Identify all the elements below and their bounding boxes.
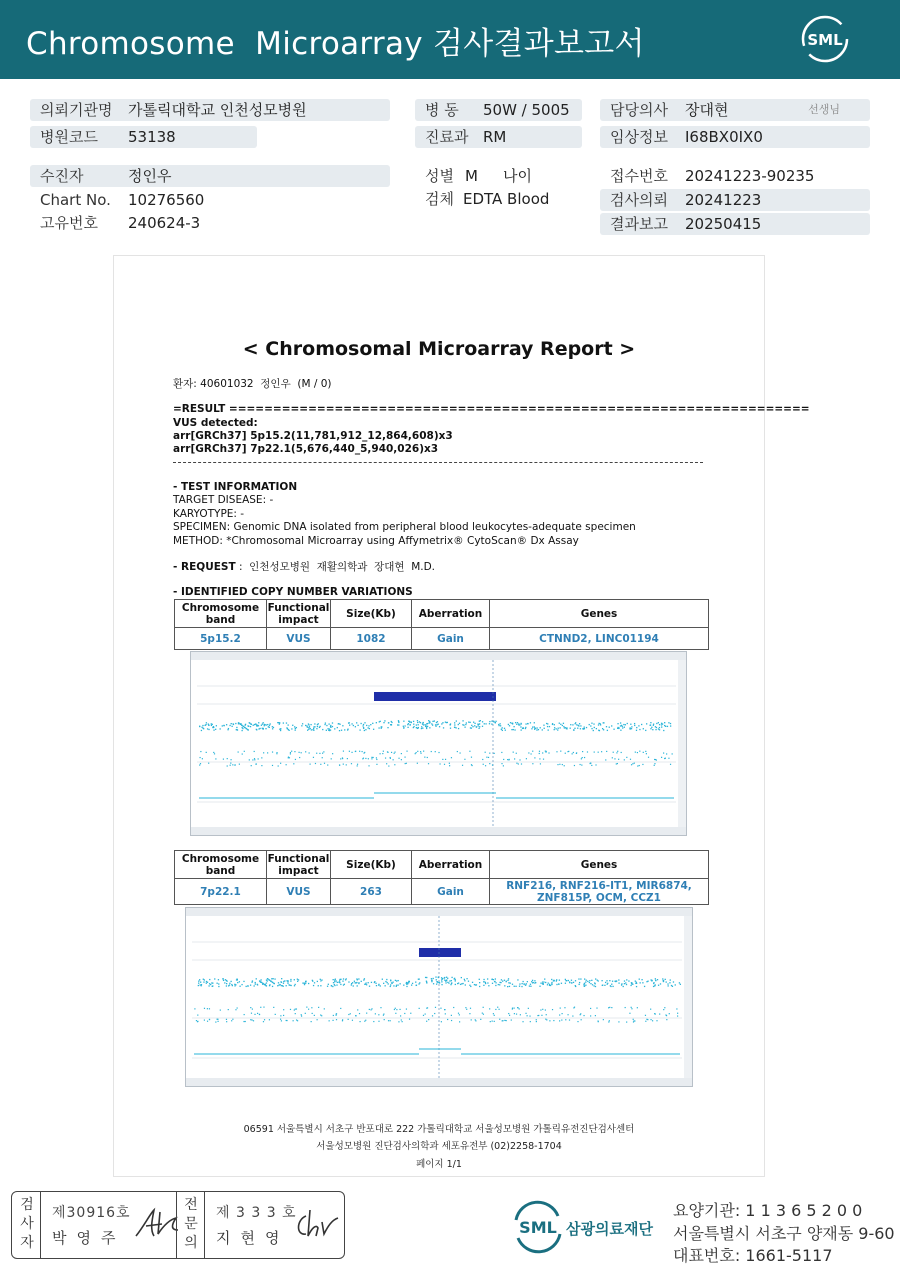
- request-date-field: [600, 189, 870, 211]
- specimen-field: [415, 188, 582, 210]
- result-date-label: 결과보고: [610, 215, 668, 233]
- department-value: RM: [483, 128, 507, 146]
- doctor-value: 장대현: [685, 101, 729, 119]
- divider: [40, 1192, 41, 1258]
- signature-box: [11, 1191, 345, 1259]
- request-date-label: 검사의뢰: [610, 191, 668, 209]
- examiner-name: 박영주: [52, 1229, 126, 1247]
- page-number: 페이지 1/1: [416, 1159, 462, 1170]
- doctor-field: [600, 99, 870, 121]
- specimen-value: EDTA Blood: [463, 190, 550, 208]
- sex-value: M: [465, 167, 478, 185]
- examiner-label: [18, 1196, 36, 1253]
- clinical-label: 임상정보: [610, 128, 668, 146]
- result-date-field: [600, 213, 870, 235]
- target-disease: TARGET DISEASE: -: [173, 494, 274, 506]
- arr-line-2: arr[GRCh37] 7p22.1(5,676,440_5,940,026)x3: [173, 443, 439, 455]
- request-label: - REQUEST: [173, 561, 236, 573]
- cnv1-size: 1082: [331, 628, 412, 650]
- col-impact: Functional impact: [267, 601, 330, 626]
- ward-field: [415, 99, 582, 121]
- chart-label: Chart No.: [40, 191, 111, 209]
- doctor-suffix: 선생님: [808, 103, 840, 116]
- age-label: 나이: [503, 167, 532, 185]
- sex-label: 성별: [425, 167, 454, 185]
- clinical-field: [600, 126, 870, 148]
- request-value: : 인천성모병원 재활의학과 장대현 M.D.: [235, 561, 436, 573]
- cnv2-impact: VUS: [267, 879, 331, 905]
- hospital-code-value: 53138: [128, 128, 176, 146]
- divider: [176, 1192, 177, 1258]
- col-genes: Genes: [490, 600, 709, 628]
- cnv2-band: 7p22.1: [175, 879, 267, 905]
- agency-code: 요양기관: 1 1 3 6 5 2 0 0: [673, 1201, 863, 1220]
- divider: [204, 1192, 205, 1258]
- vus-detected: VUS detected:: [173, 417, 258, 429]
- cnv1-aberration: Gain: [412, 628, 490, 650]
- method-line: METHOD: *Chromosomal Microarray using Affymetrix® CytoScan® Dx Assay: [173, 535, 579, 547]
- col-size: Size(Kb): [331, 600, 412, 628]
- test-info-header: - TEST INFORMATION: [173, 481, 298, 493]
- institution-label: 의뢰기관명: [40, 101, 113, 119]
- result-date-value: 20250415: [685, 215, 762, 233]
- col-aberration: Aberration: [412, 851, 490, 879]
- specialist-label-text: 전문의: [184, 1197, 198, 1251]
- brand-phone: 대표번호: 1661-5117: [673, 1246, 833, 1265]
- specialist-name: 지현영: [216, 1229, 290, 1247]
- receipt-field: [600, 165, 870, 187]
- karyotype: KARYOTYPE: -: [173, 508, 245, 520]
- department-label: 진료과: [425, 128, 469, 146]
- col-genes: Genes: [490, 851, 709, 879]
- report-header: [0, 0, 900, 79]
- brand-name: 삼광의료재단: [566, 1220, 653, 1238]
- request-line: [173, 559, 435, 574]
- patient-value: 정인우: [128, 167, 172, 185]
- table-header-row: [175, 600, 709, 628]
- cnv2-size: 263: [331, 879, 412, 905]
- receipt-value: 20241223-90235: [685, 167, 815, 185]
- specimen-line: SPECIMEN: Genomic DNA isolated from peripheral blood leukocytes-adequate specimen: [173, 521, 636, 533]
- patient-label: 수진자: [40, 167, 84, 185]
- examiner-label-text: 검사자: [20, 1197, 34, 1251]
- doctor-label: 담당의사: [610, 101, 668, 119]
- col-impact: Functional impact: [267, 852, 330, 877]
- table-row: [175, 628, 709, 650]
- examiner-signature: [132, 1206, 182, 1246]
- institution-field: [30, 99, 390, 121]
- examiner-license: 제30916호: [52, 1205, 131, 1221]
- cnv1-impact: VUS: [267, 628, 331, 650]
- patient-line: 환자: 40601032 정인우 (M / 0): [173, 378, 332, 390]
- ward-value: 50W / 5005: [483, 101, 570, 119]
- specialist-label: [182, 1196, 200, 1253]
- unique-field: [30, 212, 330, 234]
- cnv-table-1: [174, 599, 709, 650]
- request-date-value: 20241223: [685, 191, 762, 209]
- table-header-row: [175, 851, 709, 879]
- department-field: [415, 126, 582, 148]
- receipt-label: 접수번호: [610, 167, 668, 185]
- specialist-signature: [292, 1206, 342, 1246]
- sml-logo-icon: [800, 14, 850, 64]
- chart-field: [30, 189, 330, 211]
- clinical-value: I68BX0IX0: [685, 128, 763, 146]
- brand-logo-text: SML: [519, 1218, 557, 1237]
- report-title: Chromosome Microarray 검사결과보고서: [26, 26, 645, 62]
- unique-value: 240624-3: [128, 214, 201, 232]
- cnv2-genes: RNF216, RNF216-IT1, MIR6874, ZNF815P, OCM, CCZ1: [490, 879, 709, 905]
- result-header: =RESULT ==================================================================: [173, 403, 810, 415]
- sex-age-field: [415, 165, 582, 187]
- cnv-table-2: [174, 850, 709, 905]
- col-band: Chromosome band: [175, 600, 267, 628]
- institution-value: 가톨릭대학교 인천성모병원: [128, 101, 307, 119]
- sml-brand-icon: [510, 1200, 566, 1254]
- address-line-1: 06591 서울특별시 서초구 반포대로 222 가톨릭대학교 서울성모병원 가톨릭유전진단검사센터: [243, 1124, 635, 1135]
- hospital-code-label: 병원코드: [40, 128, 98, 146]
- cnv2-aberration: Gain: [412, 879, 490, 905]
- logo-text: SML: [807, 31, 843, 49]
- col-size: Size(Kb): [331, 851, 412, 879]
- brand-address: 서울특별시 서초구 양재동 9-60: [673, 1224, 895, 1243]
- specialist-license: 제 3 3 3 호: [216, 1205, 297, 1221]
- cnv1-plot-image: [190, 651, 687, 836]
- brand-logo: [510, 1200, 660, 1254]
- cnv2-plot-image: [185, 907, 693, 1087]
- report-doc-title: < Chromosomal Microarray Report >: [242, 338, 636, 360]
- ward-label: 병 동: [425, 101, 459, 119]
- col-band: Chromosome band: [175, 851, 267, 879]
- specimen-label: 검체: [425, 190, 454, 208]
- table-row: [175, 879, 709, 905]
- report-document: [113, 255, 810, 1177]
- chart-value: 10276560: [128, 191, 205, 209]
- col-aberration: Aberration: [412, 600, 490, 628]
- cnv1-band: 5p15.2: [175, 628, 267, 650]
- patient-field: [30, 165, 390, 187]
- cnv-header: - IDENTIFIED COPY NUMBER VARIATIONS: [173, 586, 413, 598]
- unique-label: 고유번호: [40, 214, 98, 232]
- hospital-code-field: [30, 126, 257, 148]
- result-rule: [173, 462, 703, 463]
- arr-line-1: arr[GRCh37] 5p15.2(11,781,912_12,864,608)x3: [173, 430, 453, 442]
- cnv1-genes: CTNND2, LINC01194: [490, 628, 709, 650]
- address-line-2: 서울성모병원 진단검사의학과 세포유전부 (02)2258-1704: [316, 1141, 562, 1152]
